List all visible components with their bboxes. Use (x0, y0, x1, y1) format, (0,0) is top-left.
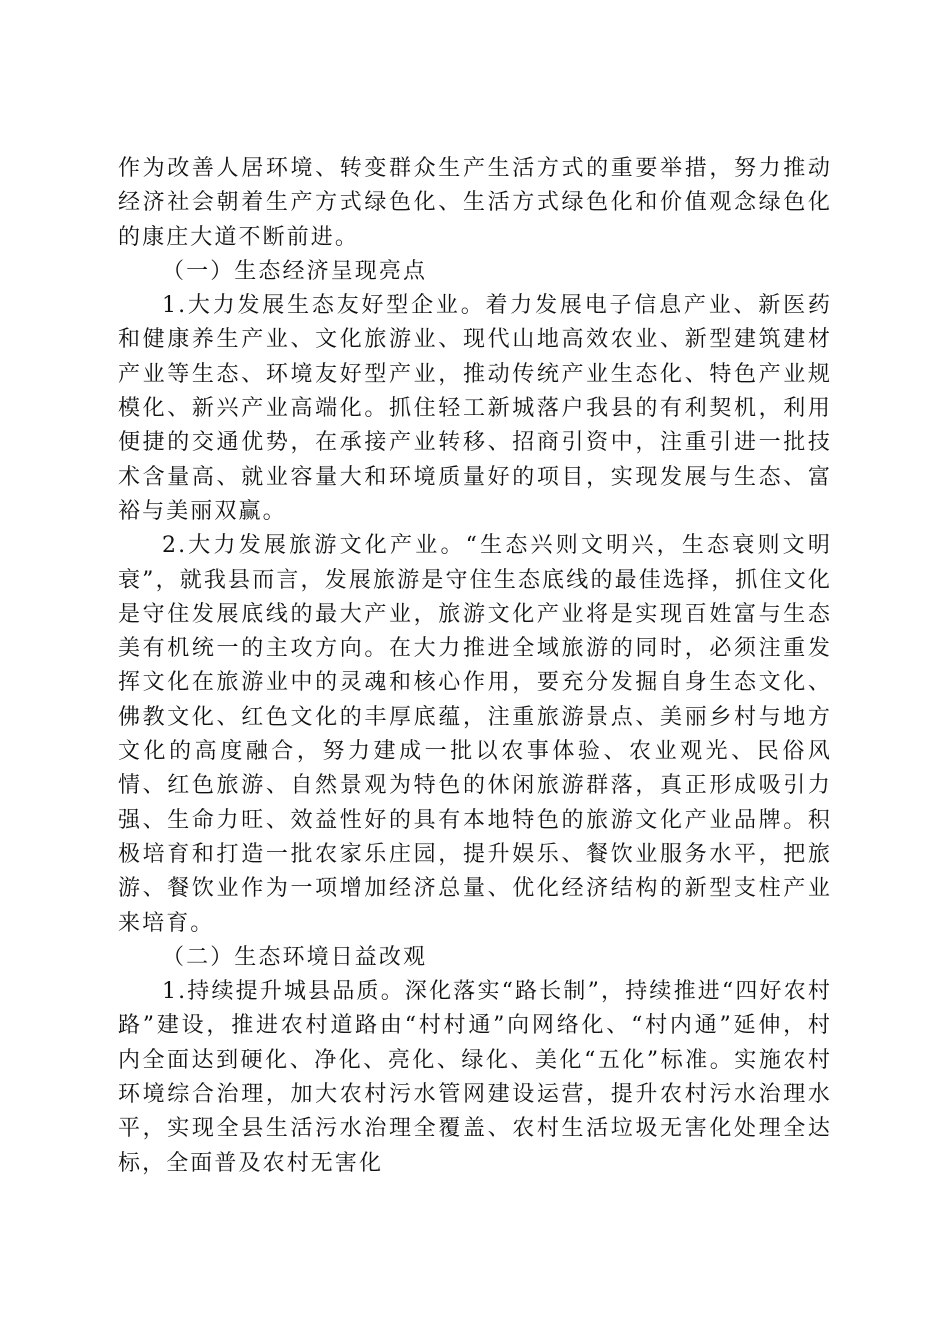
document-body (118, 152, 832, 1181)
section-heading-2: （二）生态环境日益改观 (162, 944, 428, 970)
paragraph-intro: 作为改善人居环境、转变群众生产生活方式的重要举措，努力推动经济社会朝着生产方式绿色化、生活方式绿色化和价值观念绿色化的康庄大道不断前进。 (118, 156, 832, 250)
paragraph-county-quality: 1.持续提升城县品质。深化落实“路长制”，持续推进“四好农村路”建设，推进农村道路由“村村通”向网络化、“村内通”延伸，村内全面达到硬化、净化、亮化、绿化、美化“五化”标准。实施农村环境综合治理，加大农村污水管网建设运营，提升农村污水治理水平，实现全县生活污水治理全覆盖、农村生活垃圾无害化处理全达标，全面普及农村无害化 (118, 979, 832, 1176)
paragraph-eco-enterprise: 1.大力发展生态友好型企业。着力发展电子信息产业、新医药和健康养生产业、文化旅游业、现代山地高效农业、新型建筑建材产业等生态、环境友好型产业，推动传统产业生态化、特色产业规模化、新兴产业高端化。抓住轻工新城落户我县的有利契机，利用便捷的交通优势，在承接产业转移、招商引资中，注重引进一批技术含量高、就业容量大和环境质量好的项目，实现发展与生态、富裕与美丽双赢。 (118, 293, 832, 524)
section-heading-1: （一）生态经济呈现亮点 (162, 258, 428, 284)
paragraph-tourism-culture: 2.大力发展旅游文化产业。“生态兴则文明兴，生态衰则文明衰”，就我县而言，发展旅游是守住生态底线的最佳选择，抓住文化是守住发展底线的最大产业，旅游文化产业将是实现百姓富与生态美有机统一的主攻方向。在大力推进全域旅游的同时，必须注重发挥文化在旅游业中的灵魂和核心作用，要充分发掘自身生态文化、佛教文化、红色文化的丰厚底蕴，注重旅游景点、美丽乡村与地方文化的高度融合，努力建成一批以农事体验、农业观光、民俗风情、红色旅游、自然景观为特色的休闲旅游群落，真正形成吸引力强、生命力旺、效益性好的具有本地特色的旅游文化产业品牌。积极培育和打造一批农家乐庄园，提升娱乐、餐饮业服务水平，把旅游、餐饮业作为一项增加经济总量、优化经济结构的新型支柱产业来培育。 (118, 533, 832, 936)
